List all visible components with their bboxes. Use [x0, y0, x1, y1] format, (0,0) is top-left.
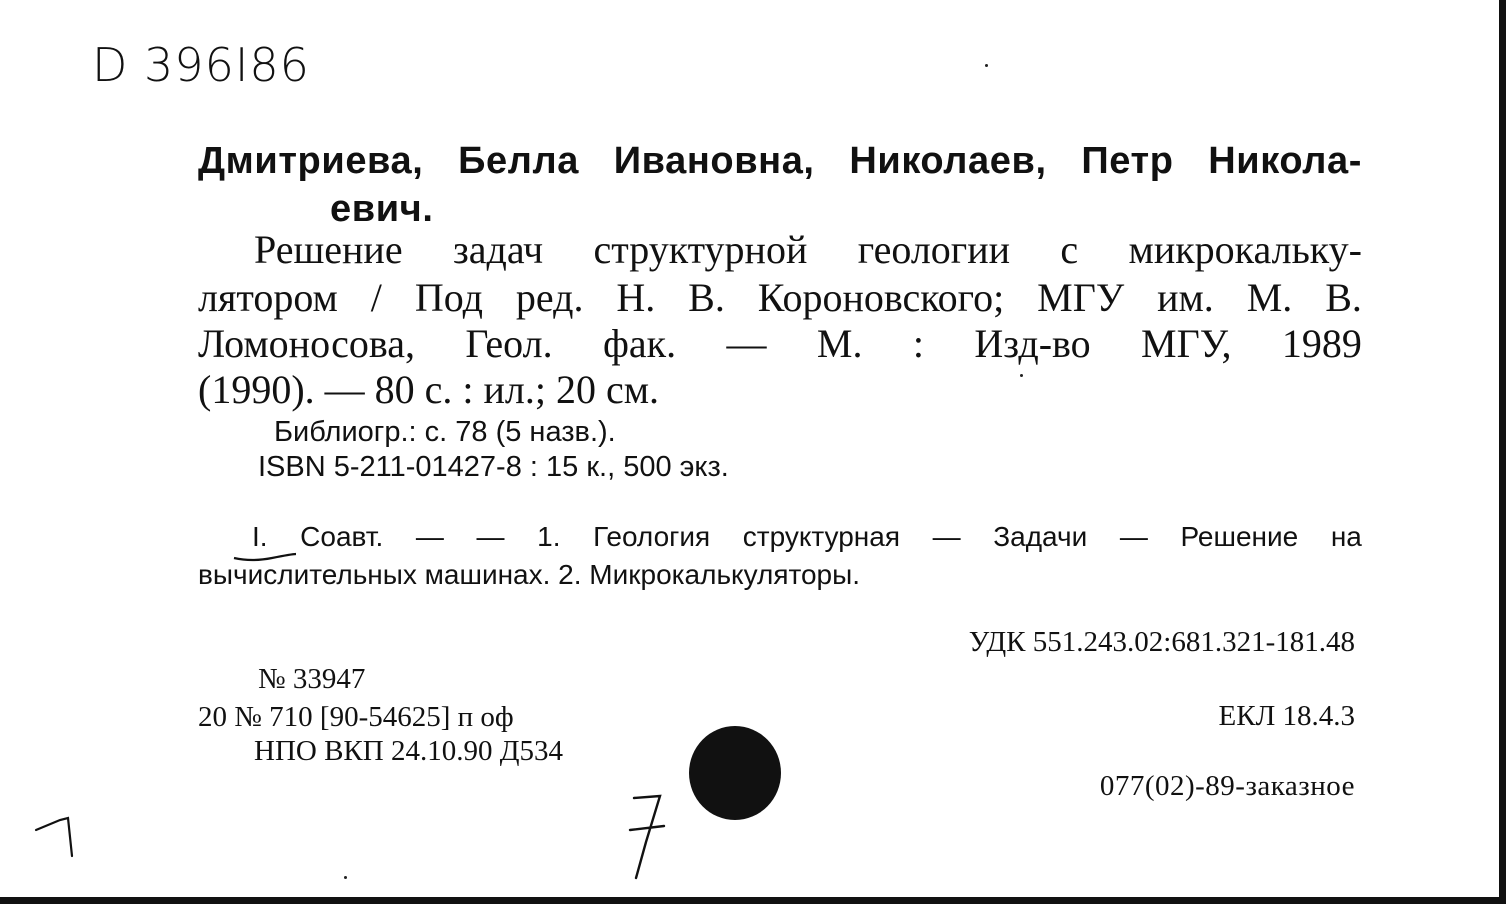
- udc-code: УДК 551.243.02:681.321-181.48: [968, 626, 1355, 658]
- speck: [985, 64, 988, 67]
- word: МГУ,: [1141, 321, 1232, 366]
- catalog-number: D 396I86: [92, 38, 310, 92]
- word: Николаев,: [849, 140, 1047, 182]
- print-run-line: 20 № 710 [90-54625] п оф: [198, 701, 514, 733]
- print-date-line: НПО ВКП 24.10.90 Д534: [254, 735, 563, 767]
- word: I.: [252, 521, 268, 552]
- stock-number: № 33947: [258, 663, 366, 695]
- word: Геология: [593, 521, 711, 552]
- word: Ивановна,: [613, 140, 815, 182]
- title-line-3: [198, 320, 1362, 367]
- word: В.: [1325, 275, 1362, 320]
- word: М.: [1246, 275, 1293, 320]
- word: /: [370, 275, 382, 320]
- word: Соавт.: [300, 521, 384, 552]
- word: Под: [414, 275, 483, 320]
- word: геологии: [857, 227, 1011, 272]
- title-line-1: [254, 226, 1362, 273]
- word: 1.: [537, 521, 561, 552]
- word: Белла: [458, 140, 579, 182]
- punched-hole-dot: [689, 726, 781, 820]
- word: Решение: [254, 227, 403, 272]
- word: —: [415, 521, 444, 552]
- word: Изд-во: [974, 321, 1091, 366]
- speck: [344, 876, 347, 879]
- isbn-line: ISBN 5-211-01427-8 : 15 к., 500 экз.: [258, 451, 729, 483]
- word: Никола-: [1208, 140, 1362, 182]
- word: МГУ: [1037, 275, 1125, 320]
- word: Н.: [616, 275, 656, 320]
- word: структурная: [742, 521, 901, 552]
- author-heading-line-2: евич.: [330, 188, 434, 230]
- title-line-2: [198, 274, 1362, 321]
- word: задач: [452, 227, 544, 272]
- author-heading-line-1: [198, 140, 1362, 183]
- speck: [1020, 374, 1023, 377]
- ekl-code: ЕКЛ 18.4.3: [1218, 700, 1355, 732]
- word: Задачи: [993, 521, 1088, 552]
- word: структурной: [593, 227, 808, 272]
- tracings-line-1: [252, 521, 1362, 553]
- word: 1989: [1281, 321, 1362, 366]
- word: :: [912, 321, 924, 366]
- handwritten-seven-mark: [622, 790, 682, 882]
- word: фак.: [603, 321, 677, 366]
- word: —: [1119, 521, 1148, 552]
- order-code: 077(02)-89-заказное: [1099, 770, 1355, 802]
- word: на: [1330, 521, 1362, 552]
- word: —: [476, 521, 505, 552]
- bibliography-note: Библиогр.: с. 78 (5 назв.).: [274, 416, 616, 448]
- word: Дмитриева,: [198, 140, 424, 182]
- word: Ломоносова,: [198, 321, 415, 366]
- word: ред.: [515, 275, 584, 320]
- word: им.: [1157, 275, 1214, 320]
- word: М.: [816, 321, 863, 366]
- word: Решение: [1180, 521, 1299, 552]
- word: Петр: [1081, 140, 1174, 182]
- word: —: [932, 521, 961, 552]
- word: микрокальку-: [1128, 227, 1362, 272]
- word: —: [726, 321, 767, 366]
- title-line-4: (1990). — 80 с. : ил.; 20 см.: [198, 367, 660, 412]
- word: Короновского;: [757, 275, 1005, 320]
- word: с: [1060, 227, 1079, 272]
- word: Геол.: [465, 321, 553, 366]
- word: лятором: [198, 275, 338, 320]
- tracings-line-2: вычислительных машинах. 2. Микрокалькуляторы.: [198, 559, 861, 590]
- word: В.: [688, 275, 725, 320]
- handwritten-corner-mark: [34, 808, 84, 858]
